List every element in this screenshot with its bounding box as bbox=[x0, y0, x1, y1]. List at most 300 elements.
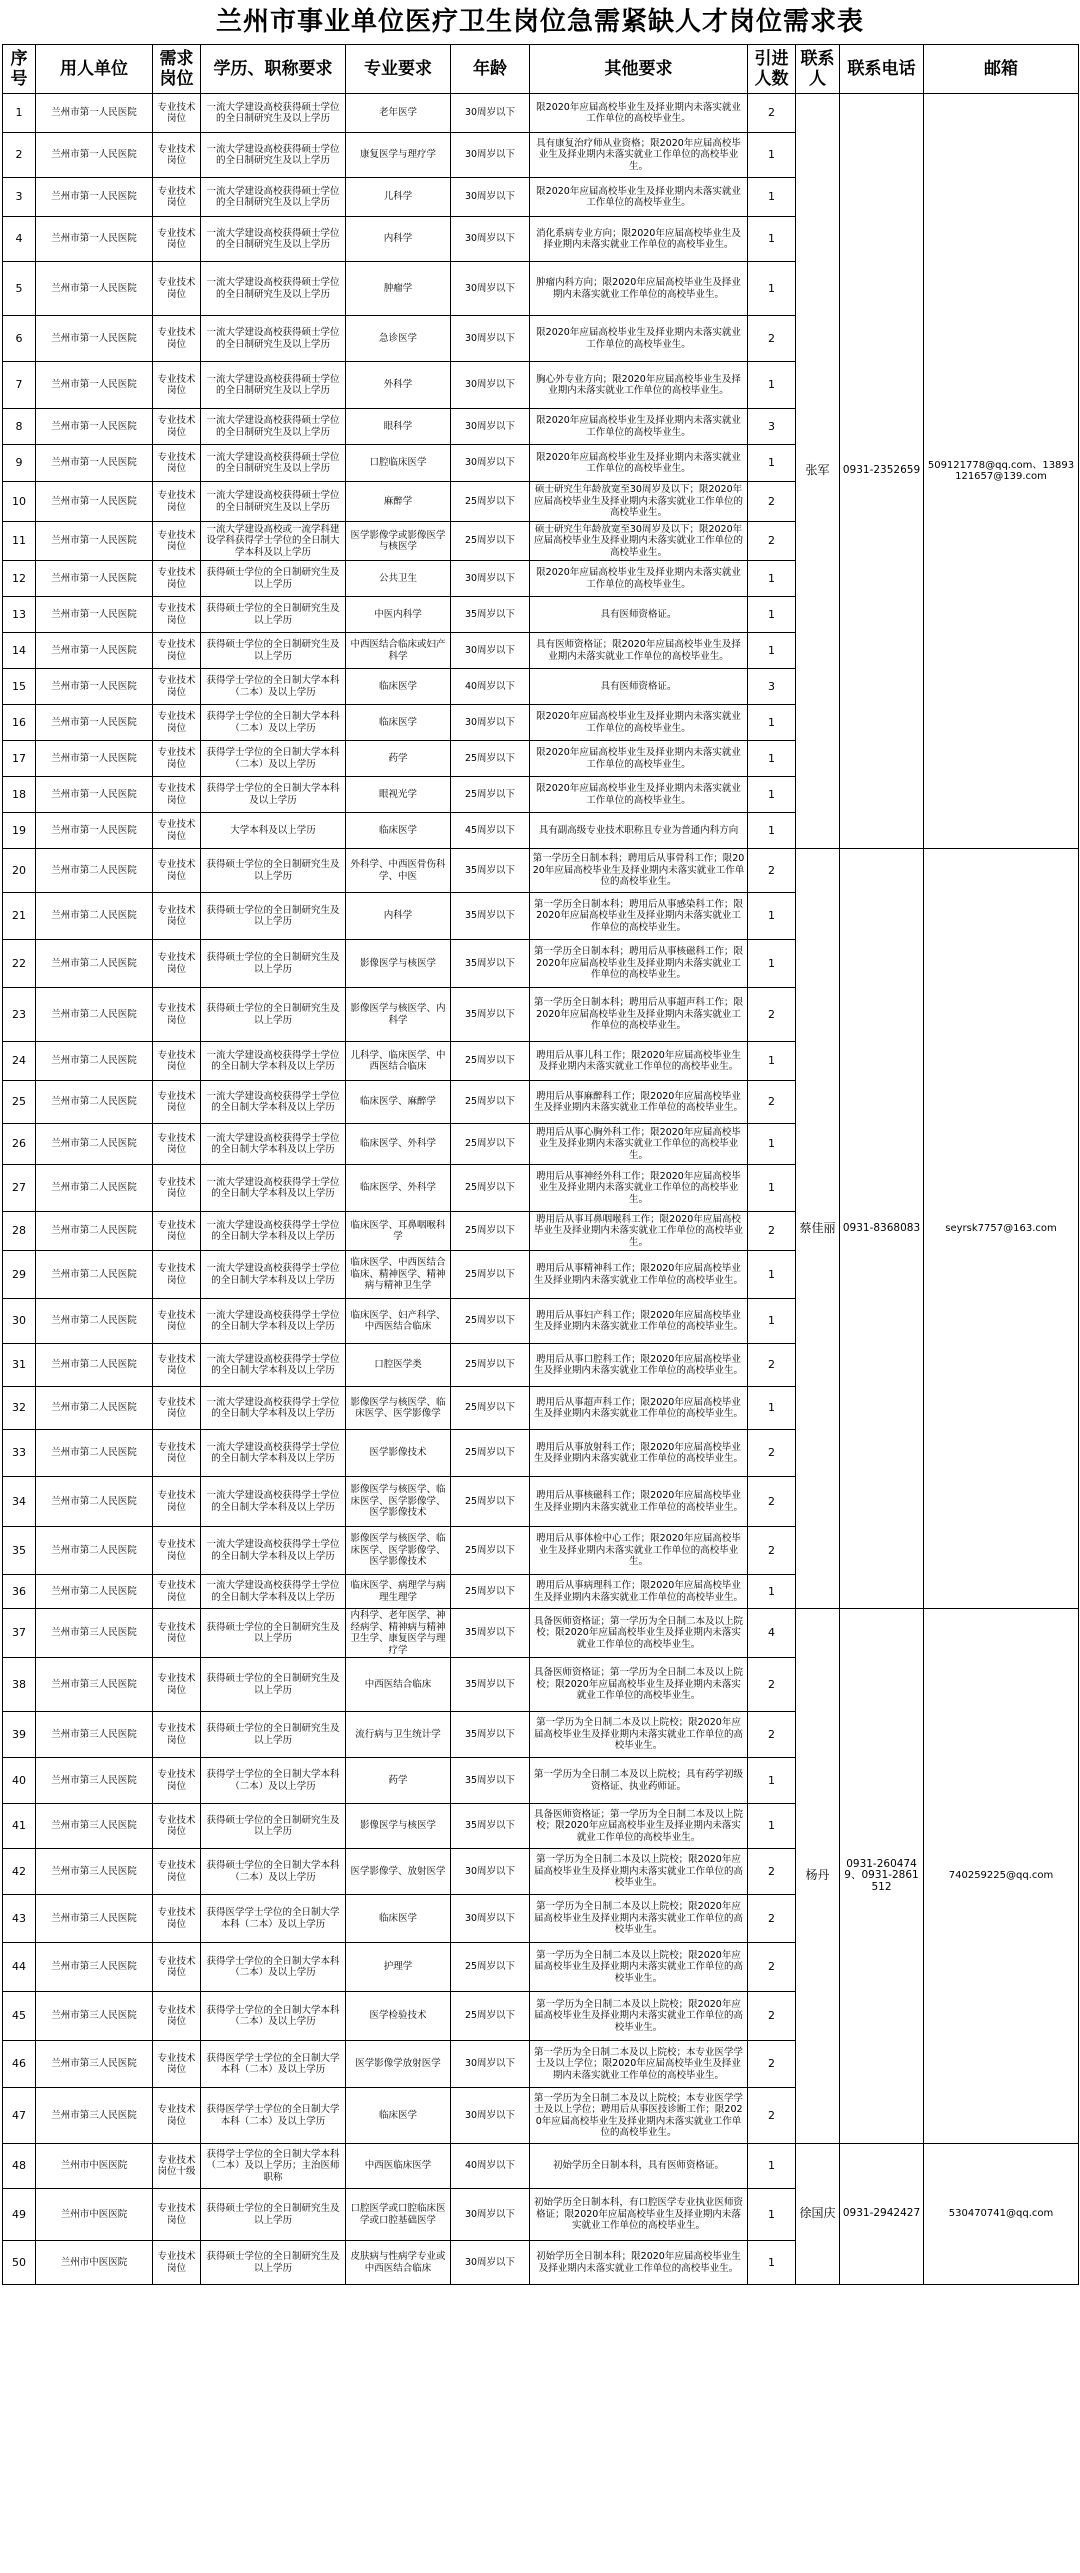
row-no: 10 bbox=[3, 482, 36, 522]
row-no: 46 bbox=[3, 2041, 36, 2088]
row-unit: 兰州市第一人民医院 bbox=[36, 561, 153, 597]
row-post: 专业技术岗位 bbox=[153, 1575, 201, 1609]
row-major: 临床医学 bbox=[346, 1895, 451, 1943]
row-major: 影像医学与核医学 bbox=[346, 1804, 451, 1849]
row-unit: 兰州市第一人民医院 bbox=[36, 741, 153, 777]
row-no: 9 bbox=[3, 445, 36, 482]
header-contact: 联系人 bbox=[796, 45, 840, 94]
row-age: 25周岁以下 bbox=[451, 1212, 530, 1251]
row-unit: 兰州市第二人民医院 bbox=[36, 940, 153, 988]
row-age: 25周岁以下 bbox=[451, 1299, 530, 1344]
row-no: 24 bbox=[3, 1042, 36, 1081]
row-count: 1 bbox=[748, 1124, 796, 1165]
row-unit: 兰州市第一人民医院 bbox=[36, 262, 153, 316]
row-unit: 兰州市中医医院 bbox=[36, 2241, 153, 2285]
row-no: 3 bbox=[3, 178, 36, 217]
row-count: 2 bbox=[748, 1849, 796, 1895]
row-post: 专业技术岗位 bbox=[153, 2189, 201, 2241]
row-unit: 兰州市第一人民医院 bbox=[36, 669, 153, 705]
row-count: 3 bbox=[748, 669, 796, 705]
row-age: 25周岁以下 bbox=[451, 1344, 530, 1387]
row-no: 43 bbox=[3, 1895, 36, 1943]
row-unit: 兰州市第三人民医院 bbox=[36, 2041, 153, 2088]
row-no: 21 bbox=[3, 893, 36, 940]
row-count: 1 bbox=[748, 2241, 796, 2285]
row-major: 儿科学、临床医学、中西医结合临床 bbox=[346, 1042, 451, 1081]
row-count: 1 bbox=[748, 445, 796, 482]
row-no: 42 bbox=[3, 1849, 36, 1895]
row-age: 25周岁以下 bbox=[451, 1943, 530, 1992]
row-age: 25周岁以下 bbox=[451, 1165, 530, 1212]
row-no: 32 bbox=[3, 1387, 36, 1430]
row-unit: 兰州市第三人民医院 bbox=[36, 1804, 153, 1849]
row-post: 专业技术岗位 bbox=[153, 316, 201, 362]
row-no: 15 bbox=[3, 669, 36, 705]
row-post: 专业技术岗位 bbox=[153, 1527, 201, 1575]
row-other: 初始学历全日制本科，具有医师资格证。 bbox=[530, 2144, 748, 2189]
row-other: 聘用后从事放射科工作；限2020年应届高校毕业生及择业期内未落实就业工作单位的高校毕业生。 bbox=[530, 1430, 748, 1477]
row-other: 具备医师资格证；第一学历为全日制二本及以上院校；限2020年应届高校毕业生及择业期内未落实就业工作单位的高校毕业生。 bbox=[530, 1658, 748, 1712]
row-unit: 兰州市第一人民医院 bbox=[36, 133, 153, 178]
row-count: 1 bbox=[748, 1299, 796, 1344]
row-post: 专业技术岗位 bbox=[153, 482, 201, 522]
row-major: 影像医学与核医学、临床医学、医学影像学、医学影像技术 bbox=[346, 1477, 451, 1527]
row-unit: 兰州市第一人民医院 bbox=[36, 522, 153, 561]
requirements-table bbox=[2, 44, 1079, 2285]
row-unit: 兰州市第一人民医院 bbox=[36, 409, 153, 445]
contact-phone: 0931-2604749、0931-2861512 bbox=[840, 1609, 924, 2144]
row-no: 29 bbox=[3, 1251, 36, 1299]
row-count: 2 bbox=[748, 316, 796, 362]
row-education: 获得学士学位的全日制大学本科（二本）及以上学历 bbox=[201, 1943, 346, 1992]
row-no: 7 bbox=[3, 362, 36, 409]
row-education: 获得硕士学位的全日制研究生及以上学历 bbox=[201, 1804, 346, 1849]
row-major: 药学 bbox=[346, 1758, 451, 1804]
row-major: 口腔医学或口腔临床医学或口腔基础医学 bbox=[346, 2189, 451, 2241]
row-other: 具有医师资格证。 bbox=[530, 597, 748, 633]
row-count: 1 bbox=[748, 133, 796, 178]
row-education: 获得硕士学位的全日制研究生及以上学历 bbox=[201, 597, 346, 633]
row-no: 40 bbox=[3, 1758, 36, 1804]
row-post: 专业技术岗位 bbox=[153, 2241, 201, 2285]
row-education: 获得硕士学位的全日制研究生及以上学历 bbox=[201, 893, 346, 940]
contact-phone: 0931-2942427 bbox=[840, 2144, 924, 2285]
row-education: 一流大学建设高校获得学士学位的全日制大学本科及以上学历 bbox=[201, 1212, 346, 1251]
row-age: 35周岁以下 bbox=[451, 1758, 530, 1804]
row-education: 一流大学建设高校或一流学科建设学科获得学士学位的全日制大学本科及以上学历 bbox=[201, 522, 346, 561]
row-major: 流行病与卫生统计学 bbox=[346, 1712, 451, 1758]
contact-email: seyrsk7757@163.com bbox=[924, 849, 1079, 1609]
row-count: 1 bbox=[748, 1575, 796, 1609]
row-post: 专业技术岗位 bbox=[153, 2041, 201, 2088]
row-unit: 兰州市第二人民医院 bbox=[36, 1477, 153, 1527]
row-no: 8 bbox=[3, 409, 36, 445]
row-major: 中医内科学 bbox=[346, 597, 451, 633]
row-post: 专业技术岗位 bbox=[153, 1212, 201, 1251]
row-count: 2 bbox=[748, 1344, 796, 1387]
row-post: 专业技术岗位 bbox=[153, 522, 201, 561]
row-post: 专业技术岗位 bbox=[153, 2088, 201, 2144]
row-major: 临床医学、妇产科学、中西医结合临床 bbox=[346, 1299, 451, 1344]
row-unit: 兰州市第一人民医院 bbox=[36, 178, 153, 217]
header-phone: 联系电话 bbox=[840, 45, 924, 94]
row-no: 27 bbox=[3, 1165, 36, 1212]
row-no: 26 bbox=[3, 1124, 36, 1165]
row-education: 一流大学建设高校获得学士学位的全日制大学本科及以上学历 bbox=[201, 1477, 346, 1527]
row-no: 31 bbox=[3, 1344, 36, 1387]
row-age: 30周岁以下 bbox=[451, 2041, 530, 2088]
row-other: 肿瘤内科方向；限2020年应届高校毕业生及择业期内未落实就业工作单位的高校毕业生。 bbox=[530, 262, 748, 316]
row-other: 聘用后从事核磁科工作；限2020年应届高校毕业生及择业期内未落实就业工作单位的高校毕业生。 bbox=[530, 1477, 748, 1527]
row-other: 限2020年应届高校毕业生及择业期内未落实就业工作单位的高校毕业生。 bbox=[530, 705, 748, 741]
row-no: 13 bbox=[3, 597, 36, 633]
row-other: 限2020年应届高校毕业生及择业期内未落实就业工作单位的高校毕业生。 bbox=[530, 445, 748, 482]
row-age: 30周岁以下 bbox=[451, 633, 530, 669]
row-education: 一流大学建设高校获得学士学位的全日制大学本科及以上学历 bbox=[201, 1124, 346, 1165]
row-education: 大学本科及以上学历 bbox=[201, 813, 346, 849]
row-post: 专业技术岗位 bbox=[153, 1042, 201, 1081]
row-unit: 兰州市第一人民医院 bbox=[36, 316, 153, 362]
row-other: 第一学历为全日制二本及以上院校；具有药学初级资格证、执业药师证。 bbox=[530, 1758, 748, 1804]
row-unit: 兰州市第二人民医院 bbox=[36, 1251, 153, 1299]
row-age: 30周岁以下 bbox=[451, 2088, 530, 2144]
row-no: 17 bbox=[3, 741, 36, 777]
row-age: 30周岁以下 bbox=[451, 362, 530, 409]
row-education: 获得学士学位的全日制大学本科（二本）及以上学历 bbox=[201, 669, 346, 705]
row-other: 限2020年应届高校毕业生及择业期内未落实就业工作单位的高校毕业生。 bbox=[530, 777, 748, 813]
row-no: 1 bbox=[3, 94, 36, 133]
row-major: 临床医学 bbox=[346, 669, 451, 705]
row-no: 41 bbox=[3, 1804, 36, 1849]
row-unit: 兰州市第一人民医院 bbox=[36, 362, 153, 409]
row-count: 2 bbox=[748, 1081, 796, 1124]
row-age: 25周岁以下 bbox=[451, 741, 530, 777]
row-age: 45周岁以下 bbox=[451, 813, 530, 849]
row-count: 1 bbox=[748, 597, 796, 633]
row-count: 2 bbox=[748, 1527, 796, 1575]
row-no: 48 bbox=[3, 2144, 36, 2189]
row-age: 30周岁以下 bbox=[451, 445, 530, 482]
row-other: 第一学历为全日制二本及以上院校；本专业医学学士及以上学位；限2020年应届高校毕业生及择业期内未落实就业工作单位的高校毕业生。 bbox=[530, 2041, 748, 2088]
table-row bbox=[3, 2144, 1079, 2189]
row-count: 1 bbox=[748, 561, 796, 597]
row-other: 第一学历为全日制二本及以上院校；限2020年应届高校毕业生及择业期内未落实就业工作单位的高校毕业生。 bbox=[530, 1895, 748, 1943]
row-education: 获得硕士学位的全日制研究生及以上学历 bbox=[201, 940, 346, 988]
header-major: 专业要求 bbox=[346, 45, 451, 94]
row-post: 专业技术岗位十级 bbox=[153, 2144, 201, 2189]
row-post: 专业技术岗位 bbox=[153, 1943, 201, 1992]
row-count: 2 bbox=[748, 1895, 796, 1943]
row-other: 初始学历全日制本科；限2020年应届高校毕业生及择业期内未落实就业工作单位的高校毕业生。 bbox=[530, 2241, 748, 2285]
row-education: 获得硕士学位的全日制研究生及以上学历 bbox=[201, 2189, 346, 2241]
row-count: 1 bbox=[748, 1758, 796, 1804]
row-unit: 兰州市中医医院 bbox=[36, 2189, 153, 2241]
row-age: 30周岁以下 bbox=[451, 217, 530, 262]
row-major: 医学影像学放射医学 bbox=[346, 2041, 451, 2088]
contact-name: 杨丹 bbox=[796, 1609, 840, 2144]
row-count: 1 bbox=[748, 178, 796, 217]
row-no: 36 bbox=[3, 1575, 36, 1609]
row-no: 30 bbox=[3, 1299, 36, 1344]
row-count: 1 bbox=[748, 2144, 796, 2189]
row-other: 胸心外专业方向；限2020年应届高校毕业生及择业期内未落实就业工作单位的高校毕业生。 bbox=[530, 362, 748, 409]
row-count: 2 bbox=[748, 1992, 796, 2041]
row-post: 专业技术岗位 bbox=[153, 1477, 201, 1527]
row-other: 聘用后从事超声科工作；限2020年应届高校毕业生及择业期内未落实就业工作单位的高校毕业生。 bbox=[530, 1387, 748, 1430]
row-age: 30周岁以下 bbox=[451, 705, 530, 741]
row-no: 37 bbox=[3, 1609, 36, 1658]
row-unit: 兰州市第二人民医院 bbox=[36, 1299, 153, 1344]
row-age: 30周岁以下 bbox=[451, 316, 530, 362]
table-row bbox=[3, 849, 1079, 893]
row-education: 获得硕士学位的全日制研究生及以上学历 bbox=[201, 561, 346, 597]
row-education: 获得硕士学位的全日制研究生及以上学历 bbox=[201, 1712, 346, 1758]
page-title: 兰州市事业单位医疗卫生岗位急需紧缺人才岗位需求表 bbox=[215, 7, 864, 37]
row-age: 30周岁以下 bbox=[451, 409, 530, 445]
row-no: 18 bbox=[3, 777, 36, 813]
row-education: 一流大学建设高校获得硕士学位的全日制研究生及以上学历 bbox=[201, 262, 346, 316]
row-count: 1 bbox=[748, 1165, 796, 1212]
row-major: 急诊医学 bbox=[346, 316, 451, 362]
row-age: 25周岁以下 bbox=[451, 1251, 530, 1299]
header-unit: 用人单位 bbox=[36, 45, 153, 94]
row-count: 2 bbox=[748, 1430, 796, 1477]
row-count: 2 bbox=[748, 849, 796, 893]
row-post: 专业技术岗位 bbox=[153, 1992, 201, 2041]
row-no: 22 bbox=[3, 940, 36, 988]
row-other: 第一学历为全日制二本及以上院校；本专业医学学士及以上学位；聘用后从事医技诊断工作；限2020年应届高校毕业生及择业期内未落实就业工作单位的高校毕业生。 bbox=[530, 2088, 748, 2144]
row-education: 获得医学学士学位的全日制大学本科（二本）及以上学历 bbox=[201, 2041, 346, 2088]
row-no: 20 bbox=[3, 849, 36, 893]
row-other: 聘用后从事精神科工作；限2020年应届高校毕业生及择业期内未落实就业工作单位的高校毕业生。 bbox=[530, 1251, 748, 1299]
row-no: 14 bbox=[3, 633, 36, 669]
row-unit: 兰州市第三人民医院 bbox=[36, 1609, 153, 1658]
row-education: 获得学士学位的全日制大学本科（二本）及以上学历；主治医师职称 bbox=[201, 2144, 346, 2189]
row-education: 获得硕士学位的全日制研究生及以上学历 bbox=[201, 849, 346, 893]
row-post: 专业技术岗位 bbox=[153, 1712, 201, 1758]
row-major: 临床医学 bbox=[346, 2088, 451, 2144]
row-post: 专业技术岗位 bbox=[153, 362, 201, 409]
row-major: 中西医结合临床或妇产科学 bbox=[346, 633, 451, 669]
contact-name: 徐国庆 bbox=[796, 2144, 840, 2285]
row-major: 临床医学 bbox=[346, 813, 451, 849]
row-unit: 兰州市第二人民医院 bbox=[36, 1430, 153, 1477]
row-post: 专业技术岗位 bbox=[153, 741, 201, 777]
row-unit: 兰州市第三人民医院 bbox=[36, 1992, 153, 2041]
row-age: 30周岁以下 bbox=[451, 1895, 530, 1943]
row-major: 中西医结合临床 bbox=[346, 1658, 451, 1712]
row-education: 一流大学建设高校获得硕士学位的全日制研究生及以上学历 bbox=[201, 445, 346, 482]
row-post: 专业技术岗位 bbox=[153, 561, 201, 597]
row-major: 眼科学 bbox=[346, 409, 451, 445]
row-unit: 兰州市第一人民医院 bbox=[36, 445, 153, 482]
row-education: 获得医学学士学位的全日制大学本科（二本）及以上学历 bbox=[201, 1895, 346, 1943]
row-other: 初始学历全日制本科，有口腔医学专业执业医师资格证；限2020年应届高校毕业生及择业期内未落实就业工作单位的高校毕业生。 bbox=[530, 2189, 748, 2241]
row-other: 聘用后从事妇产科工作；限2020年应届高校毕业生及择业期内未落实就业工作单位的高校毕业生。 bbox=[530, 1299, 748, 1344]
row-post: 专业技术岗位 bbox=[153, 445, 201, 482]
row-education: 获得硕士学位的全日制研究生及以上学历 bbox=[201, 1658, 346, 1712]
row-education: 一流大学建设高校获得学士学位的全日制大学本科及以上学历 bbox=[201, 1251, 346, 1299]
row-count: 2 bbox=[748, 482, 796, 522]
row-age: 35周岁以下 bbox=[451, 893, 530, 940]
row-other: 限2020年应届高校毕业生及择业期内未落实就业工作单位的高校毕业生。 bbox=[530, 316, 748, 362]
row-unit: 兰州市第二人民医院 bbox=[36, 1165, 153, 1212]
row-age: 35周岁以下 bbox=[451, 849, 530, 893]
row-education: 一流大学建设高校获得学士学位的全日制大学本科及以上学历 bbox=[201, 1344, 346, 1387]
row-age: 25周岁以下 bbox=[451, 1387, 530, 1430]
row-count: 1 bbox=[748, 940, 796, 988]
row-major: 外科学、中西医骨伤科学、中医 bbox=[346, 849, 451, 893]
row-post: 专业技术岗位 bbox=[153, 133, 201, 178]
row-no: 19 bbox=[3, 813, 36, 849]
row-major: 临床医学、中西医结合临床、精神医学、精神病与精神卫生学 bbox=[346, 1251, 451, 1299]
row-unit: 兰州市第二人民医院 bbox=[36, 1527, 153, 1575]
row-age: 30周岁以下 bbox=[451, 94, 530, 133]
row-other: 消化系病专业方向；限2020年应届高校毕业生及择业期内未落实就业工作单位的高校毕业生。 bbox=[530, 217, 748, 262]
row-other: 第一学历全日制本科；聘用后从事骨科工作；限2020年应届高校毕业生及择业期内未落实就业工作单位的高校毕业生。 bbox=[530, 849, 748, 893]
row-count: 2 bbox=[748, 2088, 796, 2144]
row-age: 30周岁以下 bbox=[451, 2189, 530, 2241]
row-unit: 兰州市第二人民医院 bbox=[36, 1042, 153, 1081]
row-post: 专业技术岗位 bbox=[153, 940, 201, 988]
header-row bbox=[3, 45, 1079, 94]
row-other: 具有副高级专业技术职称且专业为普通内科方向 bbox=[530, 813, 748, 849]
row-count: 2 bbox=[748, 522, 796, 561]
row-major: 临床医学、病理学与病理生理学 bbox=[346, 1575, 451, 1609]
row-other: 第一学历为全日制二本及以上院校；限2020年应届高校毕业生及择业期内未落实就业工作单位的高校毕业生。 bbox=[530, 1712, 748, 1758]
row-unit: 兰州市第二人民医院 bbox=[36, 988, 153, 1042]
header-email: 邮箱 bbox=[924, 45, 1079, 94]
row-major: 老年医学 bbox=[346, 94, 451, 133]
row-other: 第一学历为全日制二本及以上院校；限2020年应届高校毕业生及择业期内未落实就业工作单位的高校毕业生。 bbox=[530, 1849, 748, 1895]
row-post: 专业技术岗位 bbox=[153, 94, 201, 133]
row-major: 临床医学、耳鼻咽喉科学 bbox=[346, 1212, 451, 1251]
row-major: 外科学 bbox=[346, 362, 451, 409]
row-education: 一流大学建设高校获得学士学位的全日制大学本科及以上学历 bbox=[201, 1165, 346, 1212]
row-other: 限2020年应届高校毕业生及择业期内未落实就业工作单位的高校毕业生。 bbox=[530, 409, 748, 445]
row-major: 护理学 bbox=[346, 1943, 451, 1992]
row-other: 聘用后从事病理科工作；限2020年应届高校毕业生及择业期内未落实就业工作单位的高校毕业生。 bbox=[530, 1575, 748, 1609]
row-major: 医学影像学、放射医学 bbox=[346, 1849, 451, 1895]
row-age: 35周岁以下 bbox=[451, 597, 530, 633]
row-no: 5 bbox=[3, 262, 36, 316]
contact-phone: 0931-2352659 bbox=[840, 94, 924, 849]
row-age: 25周岁以下 bbox=[451, 1992, 530, 2041]
row-education: 一流大学建设高校获得学士学位的全日制大学本科及以上学历 bbox=[201, 1387, 346, 1430]
row-post: 专业技术岗位 bbox=[153, 1299, 201, 1344]
row-major: 影像医学与核医学、内科学 bbox=[346, 988, 451, 1042]
row-post: 专业技术岗位 bbox=[153, 1430, 201, 1477]
row-other: 聘用后从事耳鼻咽喉科工作；限2020年应届高校毕业生及择业期内未落实就业工作单位的高校毕业生。 bbox=[530, 1212, 748, 1251]
row-education: 获得学士学位的全日制大学本科（二本）及以上学历 bbox=[201, 1758, 346, 1804]
row-age: 30周岁以下 bbox=[451, 262, 530, 316]
row-education: 一流大学建设高校获得硕士学位的全日制研究生及以上学历 bbox=[201, 362, 346, 409]
row-post: 专业技术岗位 bbox=[153, 849, 201, 893]
row-count: 1 bbox=[748, 705, 796, 741]
row-major: 内科学 bbox=[346, 217, 451, 262]
row-count: 2 bbox=[748, 94, 796, 133]
row-post: 专业技术岗位 bbox=[153, 1895, 201, 1943]
row-post: 专业技术岗位 bbox=[153, 262, 201, 316]
row-other: 具有康复治疗师从业资格；限2020年应届高校毕业生及择业期内未落实就业工作单位的高校毕业生。 bbox=[530, 133, 748, 178]
row-no: 35 bbox=[3, 1527, 36, 1575]
row-unit: 兰州市第一人民医院 bbox=[36, 217, 153, 262]
row-no: 2 bbox=[3, 133, 36, 178]
row-age: 25周岁以下 bbox=[451, 1527, 530, 1575]
row-unit: 兰州市第二人民医院 bbox=[36, 1344, 153, 1387]
contact-name: 张军 bbox=[796, 94, 840, 849]
row-post: 专业技术岗位 bbox=[153, 1758, 201, 1804]
row-education: 一流大学建设高校获得学士学位的全日制大学本科及以上学历 bbox=[201, 1527, 346, 1575]
row-no: 45 bbox=[3, 1992, 36, 2041]
row-no: 23 bbox=[3, 988, 36, 1042]
row-other: 具有医师资格证；限2020年应届高校毕业生及择业期内未落实就业工作单位的高校毕业生。 bbox=[530, 633, 748, 669]
row-other: 具有医师资格证。 bbox=[530, 669, 748, 705]
row-age: 40周岁以下 bbox=[451, 2144, 530, 2189]
row-no: 4 bbox=[3, 217, 36, 262]
row-major: 麻醉学 bbox=[346, 482, 451, 522]
row-major: 皮肤病与性病学专业或中西医结合临床 bbox=[346, 2241, 451, 2285]
row-unit: 兰州市中医医院 bbox=[36, 2144, 153, 2189]
row-age: 25周岁以下 bbox=[451, 1042, 530, 1081]
contact-email: 530470741@qq.com bbox=[924, 2144, 1079, 2285]
row-major: 内科学、老年医学、神经病学、精神病与精神卫生学、康复医学与理疗学 bbox=[346, 1609, 451, 1658]
row-education: 一流大学建设高校获得学士学位的全日制大学本科及以上学历 bbox=[201, 1042, 346, 1081]
row-post: 专业技术岗位 bbox=[153, 988, 201, 1042]
row-post: 专业技术岗位 bbox=[153, 1658, 201, 1712]
row-no: 25 bbox=[3, 1081, 36, 1124]
row-no: 16 bbox=[3, 705, 36, 741]
row-no: 39 bbox=[3, 1712, 36, 1758]
row-unit: 兰州市第三人民医院 bbox=[36, 1943, 153, 1992]
row-major: 临床医学、外科学 bbox=[346, 1124, 451, 1165]
row-major: 肿瘤学 bbox=[346, 262, 451, 316]
row-age: 25周岁以下 bbox=[451, 522, 530, 561]
row-unit: 兰州市第二人民医院 bbox=[36, 1387, 153, 1430]
row-unit: 兰州市第一人民医院 bbox=[36, 482, 153, 522]
row-unit: 兰州市第一人民医院 bbox=[36, 705, 153, 741]
row-education: 一流大学建设高校获得硕士学位的全日制研究生及以上学历 bbox=[201, 133, 346, 178]
row-other: 第一学历全日制本科；聘用后从事超声科工作；限2020年应届高校毕业生及择业期内未落实就业工作单位的高校毕业生。 bbox=[530, 988, 748, 1042]
row-major: 临床医学、麻醉学 bbox=[346, 1081, 451, 1124]
row-post: 专业技术岗位 bbox=[153, 669, 201, 705]
row-post: 专业技术岗位 bbox=[153, 1165, 201, 1212]
row-age: 35周岁以下 bbox=[451, 988, 530, 1042]
row-major: 药学 bbox=[346, 741, 451, 777]
row-count: 4 bbox=[748, 1609, 796, 1658]
row-age: 30周岁以下 bbox=[451, 561, 530, 597]
row-unit: 兰州市第三人民医院 bbox=[36, 2088, 153, 2144]
row-education: 获得学士学位的全日制大学本科（二本）及以上学历 bbox=[201, 705, 346, 741]
row-no: 33 bbox=[3, 1430, 36, 1477]
row-major: 医学检验技术 bbox=[346, 1992, 451, 2041]
row-age: 25周岁以下 bbox=[451, 1430, 530, 1477]
row-unit: 兰州市第一人民医院 bbox=[36, 813, 153, 849]
row-other: 硕士研究生年龄放宽至30周岁及以下；限2020年应届高校毕业生及择业期内未落实就业工作单位的高校毕业生。 bbox=[530, 482, 748, 522]
row-no: 6 bbox=[3, 316, 36, 362]
row-no: 34 bbox=[3, 1477, 36, 1527]
row-unit: 兰州市第二人民医院 bbox=[36, 1212, 153, 1251]
row-age: 25周岁以下 bbox=[451, 1575, 530, 1609]
row-age: 25周岁以下 bbox=[451, 1124, 530, 1165]
row-age: 30周岁以下 bbox=[451, 2241, 530, 2285]
row-education: 一流大学建设高校获得学士学位的全日制大学本科及以上学历 bbox=[201, 1430, 346, 1477]
row-post: 专业技术岗位 bbox=[153, 1804, 201, 1849]
row-no: 44 bbox=[3, 1943, 36, 1992]
row-count: 1 bbox=[748, 1251, 796, 1299]
row-education: 一流大学建设高校获得硕士学位的全日制研究生及以上学历 bbox=[201, 217, 346, 262]
row-age: 35周岁以下 bbox=[451, 1658, 530, 1712]
